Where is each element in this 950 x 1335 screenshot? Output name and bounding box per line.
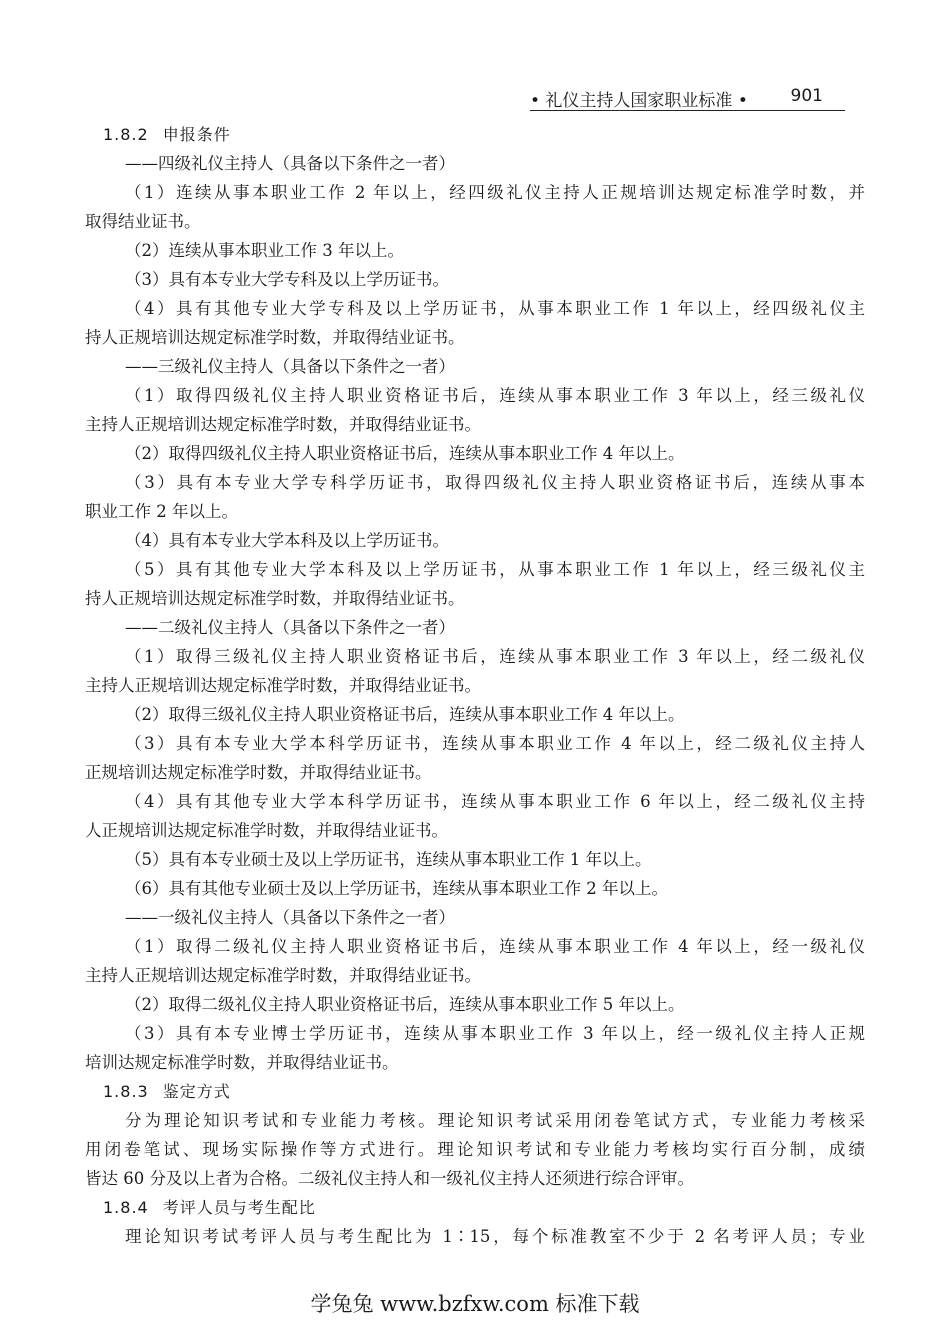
page-number: 901	[790, 86, 823, 106]
list-item: （1）连续从事本职业工作 2 年以上，经四级礼仪主持人正规培训达规定标准学时数，并	[125, 183, 865, 202]
page-header	[530, 80, 845, 111]
document-body	[85, 120, 865, 1251]
watermark-footer: 学兔兔 www.bzfxw.com 标准下载	[310, 1292, 640, 1316]
list-item: （3）具有本专业博士学历证书，连续从事本职业工作 3 年以上，经一级礼仪主持人正规	[125, 1024, 865, 1043]
list-item-cont: 主持人正规培训达规定标准学时数，并取得结业证书。	[85, 676, 481, 695]
list-item: （6）具有其他专业硕士及以上学历证书，连续从事本职业工作 2 年以上。	[125, 879, 668, 898]
section-heading: 1.8.2 申报条件	[103, 125, 231, 144]
paragraph-line: 用闭卷笔试、现场实际操作等方式进行。理论知识考试和专业能力考核均实行百分制，成绩	[85, 1140, 865, 1159]
list-item-cont: 主持人正规培训达规定标准学时数，并取得结业证书。	[85, 966, 481, 985]
list-item: （1）取得三级礼仪主持人职业资格证书后，连续从事本职业工作 3 年以上，经二级礼仪	[125, 647, 865, 666]
level-heading: ——二级礼仪主持人（具备以下条件之一者）	[125, 618, 455, 637]
list-item: （2）连续从事本职业工作 3 年以上。	[125, 241, 404, 260]
list-item-cont: 职业工作 2 年以上。	[85, 502, 238, 521]
level-heading: ——四级礼仪主持人（具备以下条件之一者）	[125, 154, 455, 173]
list-item: （5）具有本专业硕士及以上学历证书，连续从事本职业工作 1 年以上。	[125, 850, 652, 869]
section-heading: 1.8.4 考评人员与考生配比	[103, 1198, 316, 1217]
list-item-cont: 持人正规培训达规定标准学时数，并取得结业证书。	[85, 328, 465, 347]
list-item: （2）取得四级礼仪主持人职业资格证书后，连续从事本职业工作 4 年以上。	[125, 444, 685, 463]
list-item: （2）取得三级礼仪主持人职业资格证书后，连续从事本职业工作 4 年以上。	[125, 705, 685, 724]
level-heading: ——一级礼仪主持人（具备以下条件之一者）	[125, 908, 455, 927]
list-item: （4）具有其他专业大学专科及以上学历证书，从事本职业工作 1 年以上，经四级礼仪主	[125, 299, 865, 318]
paragraph-line: 理论知识考试考评人员与考生配比为 1∶15，每个标准教室不少于 2 名考评人员；专业	[125, 1227, 865, 1246]
list-item: （1）取得四级礼仪主持人职业资格证书后，连续从事本职业工作 3 年以上，经三级礼仪	[125, 386, 865, 405]
list-item: （3）具有本专业大学专科及以上学历证书。	[125, 270, 449, 289]
list-item-cont: 主持人正规培训达规定标准学时数，并取得结业证书。	[85, 415, 481, 434]
list-item: （5）具有其他专业大学本科及以上学历证书，从事本职业工作 1 年以上，经三级礼仪主	[125, 560, 865, 579]
list-item-cont: 持人正规培训达规定标准学时数，并取得结业证书。	[85, 589, 465, 608]
list-item-cont: 取得结业证书。	[85, 212, 201, 231]
level-heading: ——三级礼仪主持人（具备以下条件之一者）	[125, 357, 455, 376]
list-item-cont: 正规培训达规定标准学时数，并取得结业证书。	[85, 763, 432, 782]
list-item: （1）取得二级礼仪主持人职业资格证书后，连续从事本职业工作 4 年以上，经一级礼仪	[125, 937, 865, 956]
paragraph-line: 分为理论知识考试和专业能力考核。理论知识考试采用闭卷笔试方式，专业能力考核采	[125, 1111, 865, 1130]
list-item: （4）具有本专业大学本科及以上学历证书。	[125, 531, 449, 550]
list-item-cont: 人正规培训达规定标准学时数，并取得结业证书。	[85, 821, 448, 840]
list-item: （4）具有其他专业大学本科学历证书，连续从事本职业工作 6 年以上，经二级礼仪主持	[125, 792, 865, 811]
list-item-cont: 培训达规定标准学时数，并取得结业证书。	[85, 1053, 399, 1072]
running-title: • 礼仪主持人国家职业标准 •	[530, 91, 748, 111]
list-item: （3）具有本专业大学专科学历证书，取得四级礼仪主持人职业资格证书后，连续从事本	[125, 473, 865, 492]
list-item: （2）取得二级礼仪主持人职业资格证书后，连续从事本职业工作 5 年以上。	[125, 995, 685, 1014]
paragraph-line: 皆达 60 分及以上者为合格。二级礼仪主持人和一级礼仪主持人还须进行综合评审。	[85, 1169, 694, 1188]
list-item: （3）具有本专业大学本科学历证书，连续从事本职业工作 4 年以上，经二级礼仪主持人	[125, 734, 865, 753]
section-heading: 1.8.3 鉴定方式	[103, 1082, 231, 1101]
